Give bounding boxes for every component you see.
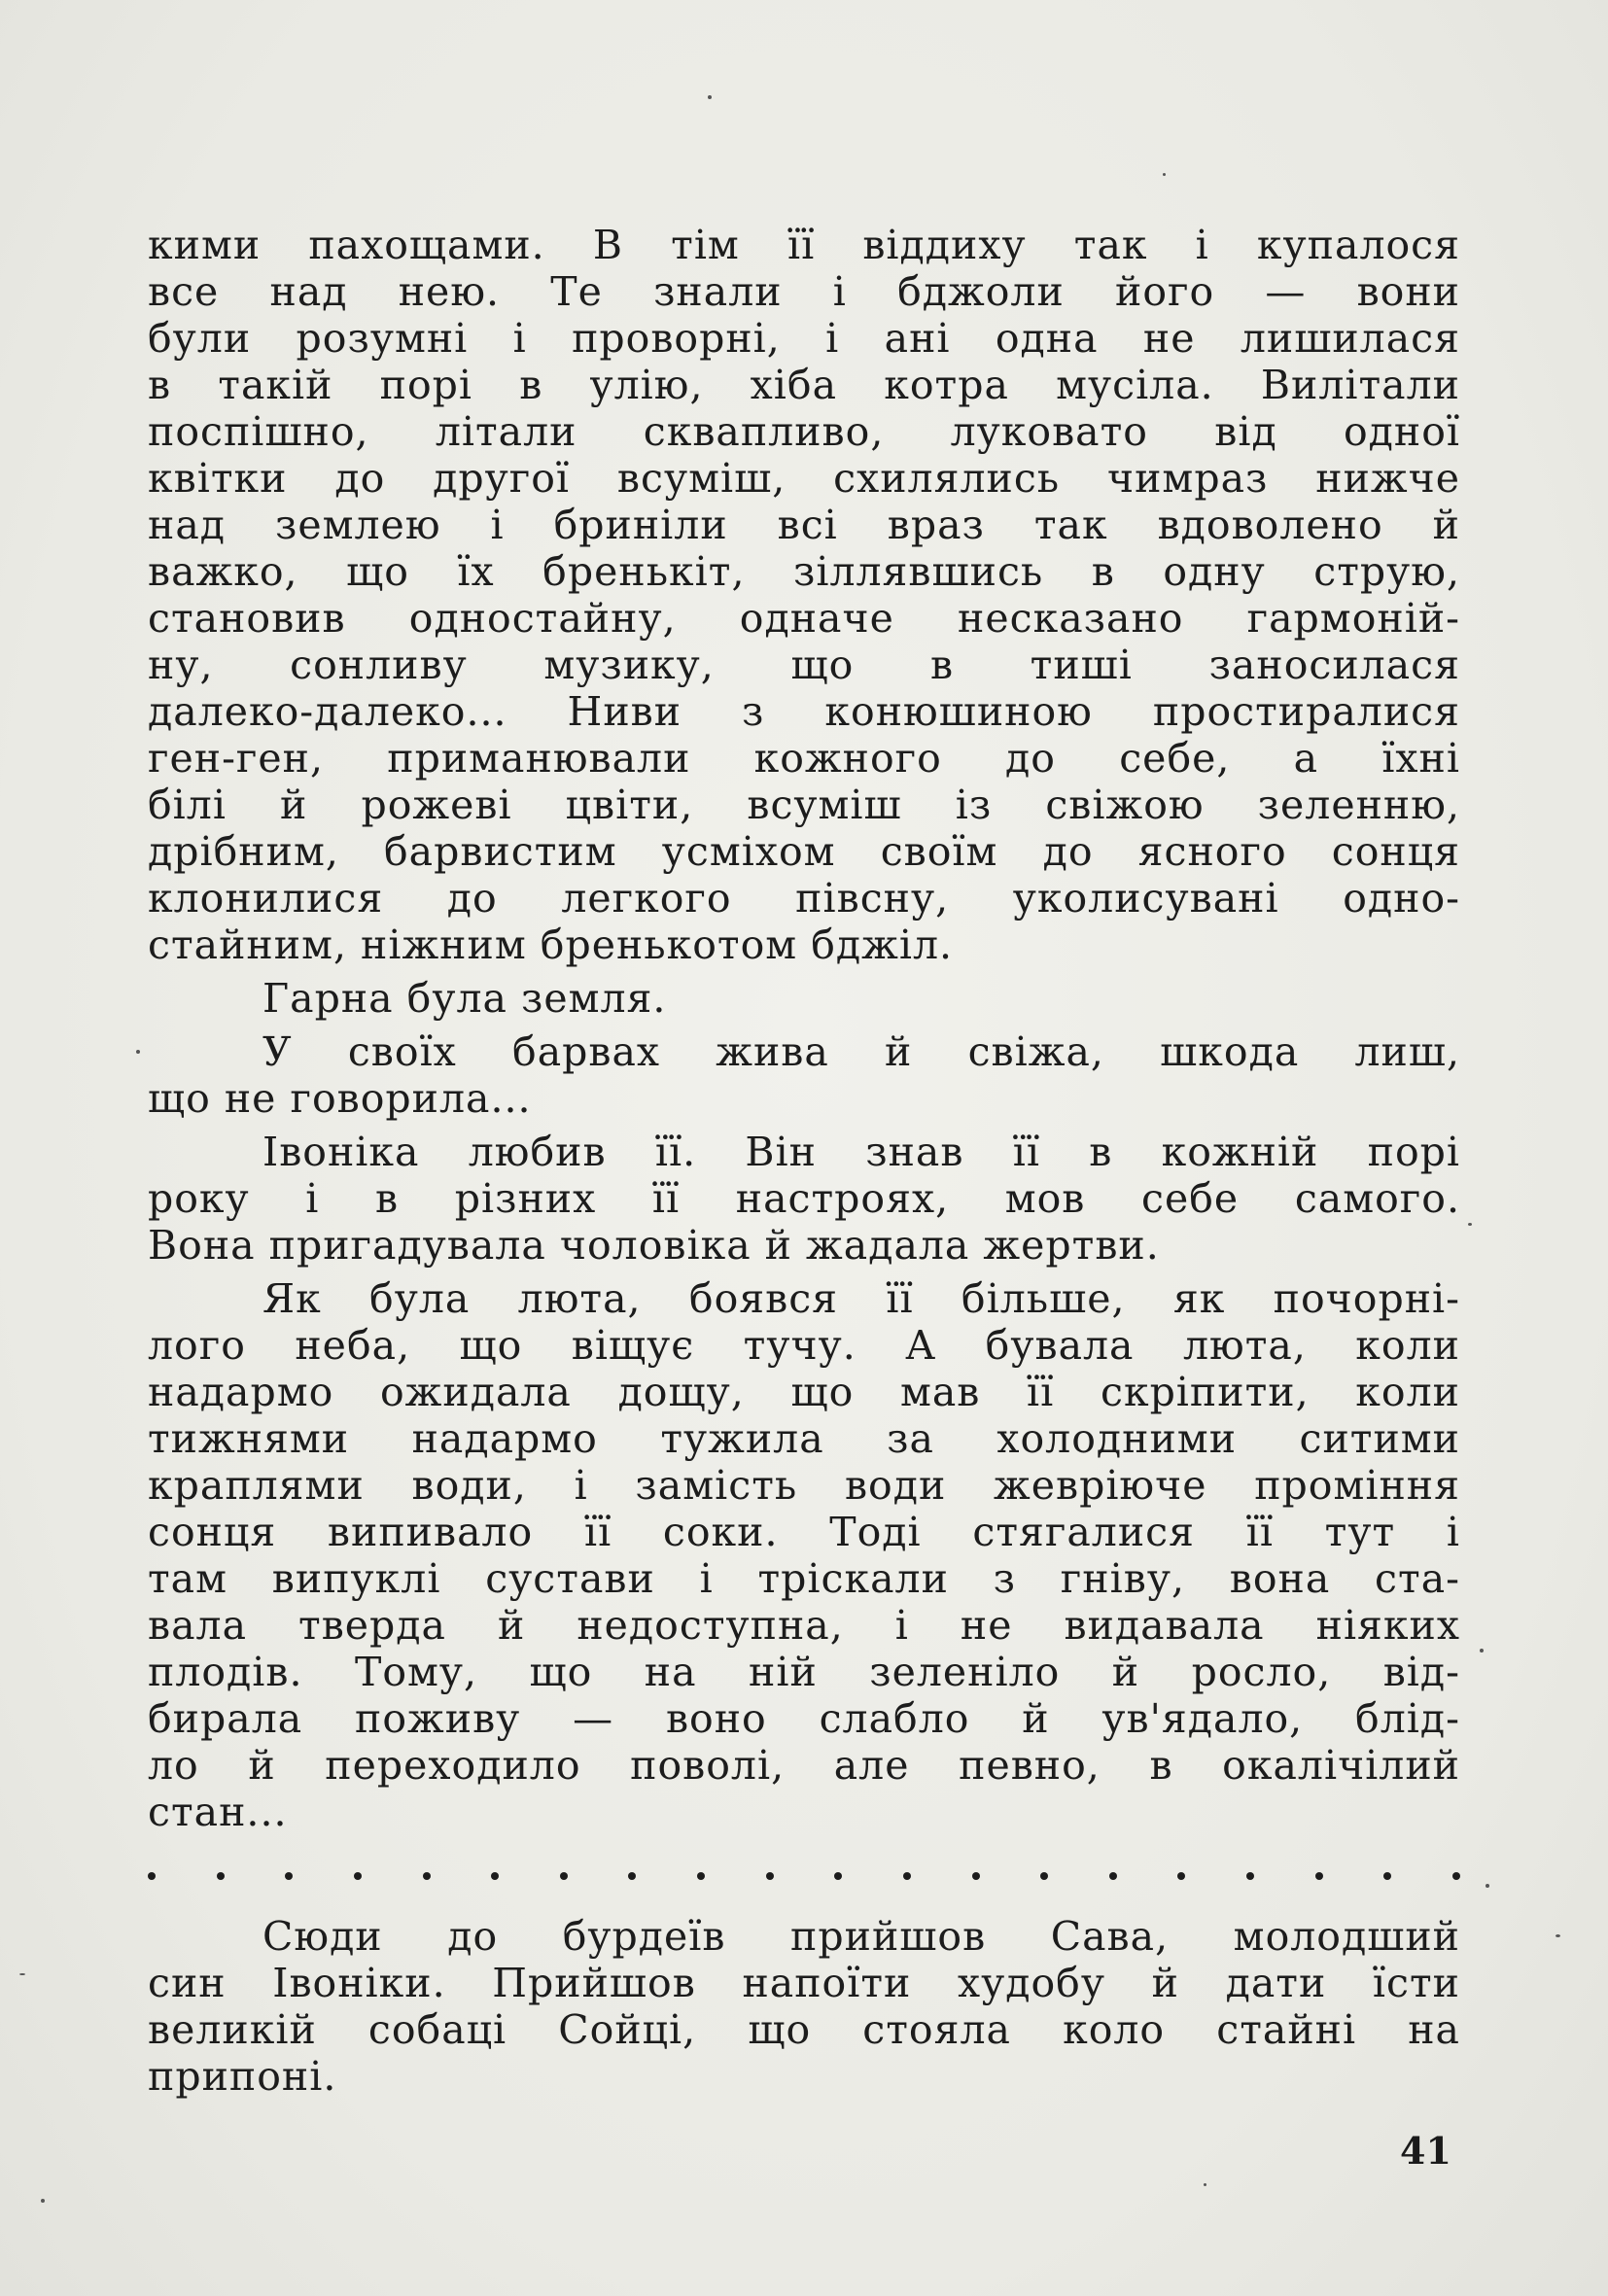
text-line: становив одностайну, одначе несказано гармоній- — [148, 595, 1460, 642]
scan-speck — [1204, 2183, 1206, 2186]
text-line: син Івоніки. Прийшов напоїти худобу й дати їсти — [148, 1960, 1460, 2006]
text-line: лого неба, що віщує тучу. А бувала люта, коли — [148, 1322, 1460, 1369]
text-line: року і в різних її настроях, мов себе самого. — [148, 1175, 1460, 1222]
scan-speck — [41, 2199, 45, 2203]
text-line: важко, що їх бренькіт, зіллявшись в одну струю, — [148, 548, 1460, 595]
text-line: надармо ожидала дощу, що мав її скріпити, коли — [148, 1369, 1460, 1415]
text-line: Вона пригадувала чоловіка й жадала жертви. — [148, 1222, 1160, 1269]
page-number: 41 — [1400, 2129, 1451, 2173]
text-line: Як була люта, боявся її більше, як почорні- — [262, 1275, 1460, 1322]
text-line: Сюди до бурдеїв прийшов Сава, молодший — [262, 1913, 1460, 1960]
scan-speck — [1556, 1934, 1560, 1937]
scan-speck — [1480, 1649, 1484, 1652]
text-line: що не говорила... — [148, 1075, 532, 1122]
text-line: тижнями надармо тужила за холодними ситими — [148, 1415, 1460, 1462]
text-line: Івоніка любив її. Він знав її в кожній порі — [262, 1129, 1460, 1175]
scan-speck — [1468, 1223, 1472, 1226]
text-line: в такій порі в улію, хіба котра мусіла. Вилітали — [148, 362, 1460, 408]
text-line: клонилися до легкого півсну, уколисувані одно- — [148, 875, 1460, 922]
text-line: були розумні і проворні, і ані одна не лишилася — [148, 315, 1460, 362]
text-line: великій собаці Сойці, що стояла коло стайні на — [148, 2006, 1460, 2053]
scan-speck — [1486, 1884, 1489, 1888]
text-line: бирала поживу — воно слабло й ув'ядало, блід- — [148, 1695, 1460, 1742]
scan-speck — [136, 1050, 140, 1054]
text-line: У своїх барвах жива й свіжа, шкода лиш, — [262, 1028, 1460, 1075]
text-line: Гарна була земля. — [262, 975, 667, 1022]
body-text — [148, 222, 1460, 2100]
text-line: стан... — [148, 1789, 288, 1835]
section-separator — [148, 1853, 1460, 1899]
text-line: білі й рожеві цвіти, всуміш із свіжою зеленню, — [148, 782, 1460, 828]
text-line: плодів. Тому, що на ній зеленіло й росло, від- — [148, 1649, 1460, 1695]
text-line: поспішно, літали сквапливо, луковато від одної — [148, 408, 1460, 455]
text-line: кими пахощами. В тім її віддиху так і купалося — [148, 222, 1460, 268]
scan-speck — [708, 95, 712, 99]
text-line: над землею і бриніли всі враз так вдоволено й — [148, 502, 1460, 548]
text-line: стайним, ніжним бренькотом бджіл. — [148, 922, 954, 968]
scan-speck — [19, 1973, 25, 1975]
text-line: ло й переходило поволі, але певно, в окалічілий — [148, 1742, 1460, 1789]
text-line: сонця випивало її соки. Тоді стягалися її тут і — [148, 1509, 1460, 1555]
text-line: далеко-далеко... Ниви з конюшиною простиралися — [148, 688, 1460, 735]
text-line: припоні. — [148, 2053, 337, 2100]
text-line: квітки до другої всуміш, схилялись чимраз нижче — [148, 455, 1460, 502]
text-line: там випуклі сустави і тріскали з гніву, вона ста- — [148, 1555, 1460, 1602]
text-line: краплями води, і замість води жевріюче проміння — [148, 1462, 1460, 1509]
text-line: вала тверда й недоступна, і не видавала ніяких — [148, 1602, 1460, 1649]
text-line: ген-ген, приманювали кожного до себе, а їхні — [148, 735, 1460, 782]
text-line: дрібним, барвистим усміхом своїм до ясного сонця — [148, 828, 1460, 875]
text-line: все над нею. Те знали і бджоли його — вони — [148, 268, 1460, 315]
text-line: ну, сонливу музику, що в тиші заносилася — [148, 642, 1460, 688]
scan-speck — [1163, 173, 1166, 176]
